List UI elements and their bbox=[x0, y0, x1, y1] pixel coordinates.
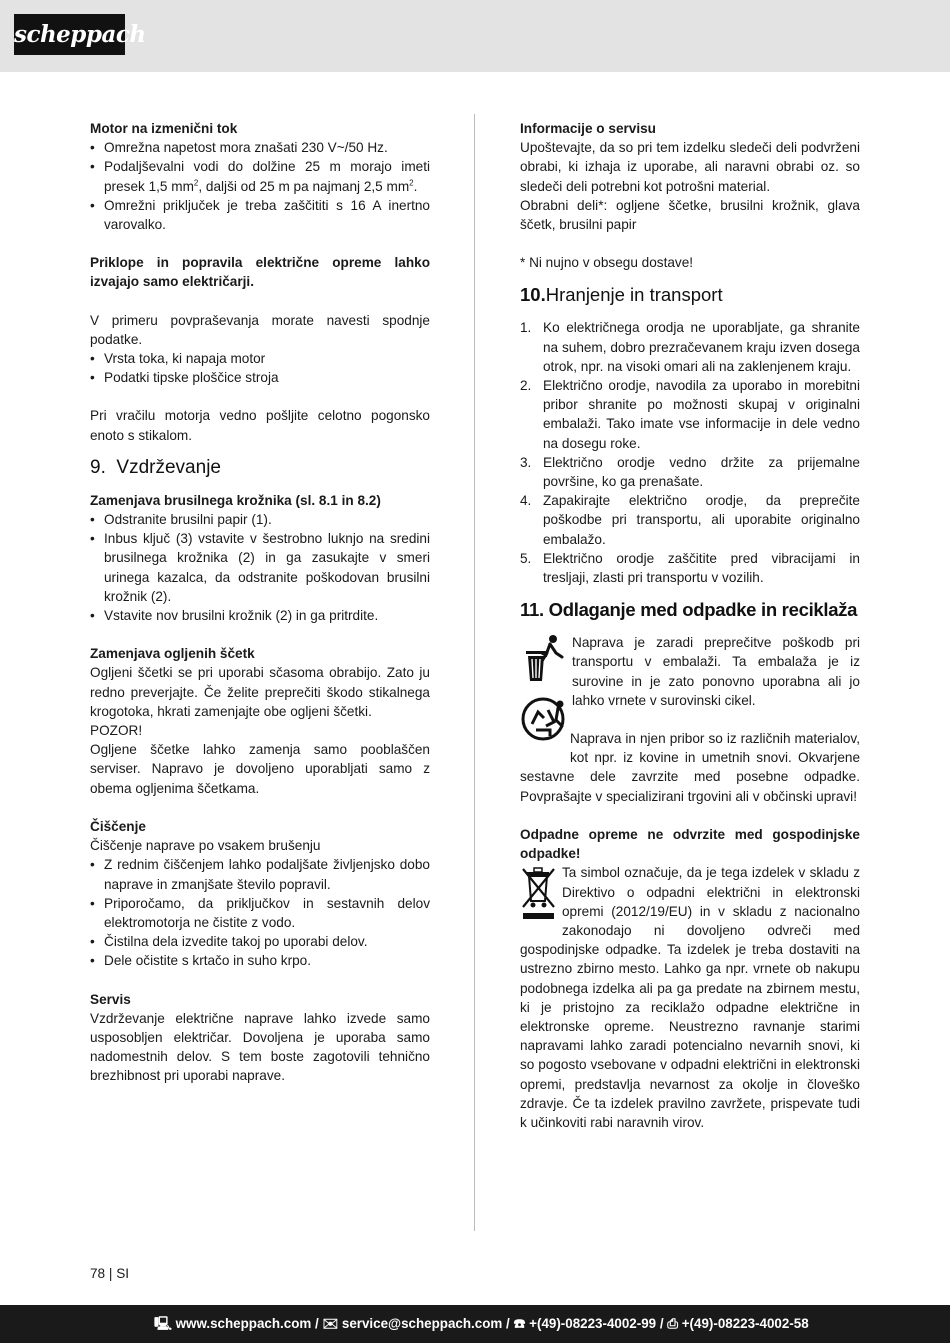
list-item: • Odstranite brusilni papir (1). bbox=[90, 510, 430, 529]
caution-label: POZOR! bbox=[90, 723, 143, 739]
brushes-text: Ogljeni ščetki se pri uporabi sčasoma obrabijo. Zato ju redno preverjajte. Če želite preprečiti škodo stikalnega krogotoka, hkrati zamenjajte obe ogljeni ščetki. bbox=[90, 665, 430, 719]
recycling-icons bbox=[520, 633, 570, 759]
inquiry-list bbox=[90, 349, 430, 387]
item-text: Električno orodje, navodila za uporabo in morebitni pribor shranite po možnosti skupaj v originalni embalaži. Tako imate vse informacije in dele vedno na dosegu roke. bbox=[543, 378, 860, 451]
section-number: 9. bbox=[90, 456, 106, 478]
item-number: 5. bbox=[520, 550, 532, 566]
packaging-text: Naprava je zaradi preprečitve poškodb pri transportu v embalaži. Ta embalaža je iz surovine in je zato ponovno uporabna ali jo lahko vrnete v surovinski cikel. bbox=[572, 635, 860, 708]
column-divider bbox=[474, 114, 475, 1231]
section-10-heading bbox=[520, 282, 860, 308]
section-title: Odlaganje med odpadke in reciklaža bbox=[548, 599, 858, 621]
footnote: * Ni nujno v obsegu dostave! bbox=[520, 255, 694, 271]
item-text: Električno orodje zaščitite pred vibracijami in tresljaji, zlasti pri transportu v vozilih. bbox=[543, 550, 860, 586]
inquiry-intro: V primeru povpraševanja morate navesti spodnje podatke. bbox=[90, 312, 430, 347]
page-number: 78 | SI bbox=[90, 1266, 130, 1281]
list-item: • Z rednim čiščenjem lahko podaljšate življenjsko dobo naprave in zmanjšate število popravil. bbox=[90, 855, 430, 893]
list-item bbox=[520, 376, 860, 453]
right-column bbox=[520, 119, 860, 1132]
storage-list bbox=[520, 318, 860, 587]
section-number: 11. bbox=[520, 599, 544, 621]
list-item bbox=[520, 491, 860, 549]
left-column bbox=[90, 119, 430, 1086]
list-item: • Vrsta toka, ki napaja motor bbox=[90, 349, 430, 368]
brushes-text-2: Ogljene ščetke lahko zamenja samo pooblaščen serviser. Napravo je dovoljeno uporabljati samo z obema ogljenima ščetkama. bbox=[90, 742, 430, 796]
recycling-block bbox=[520, 633, 860, 806]
crossed-bin-icon bbox=[520, 865, 558, 921]
mail-icon: ✉ bbox=[322, 1316, 339, 1331]
list-item: • Inbus ključ (3) vstavite v šestrobno luknjo na sredini brusilnega krožnika (2) in ga zasukajte v smeri urinega kazalca, da odstranite poškodovan brusilni krožnik (2). bbox=[90, 529, 430, 606]
brushes-title: Zamenjava ogljenih ščetk bbox=[90, 646, 255, 662]
item-number: 1. bbox=[520, 320, 532, 336]
fax-icon: ⎙ bbox=[667, 1316, 678, 1331]
motor-list bbox=[90, 138, 430, 234]
list-item bbox=[520, 318, 860, 376]
item-number: 4. bbox=[520, 493, 532, 509]
recycle-icon bbox=[520, 696, 570, 746]
service-text: Vzdrževanje električne naprave lahko izvede samo usposobljen električar. Dovoljena je uporaba samo nadomestnih delov. S tem boste zagotovili tehnično brezhibnost pri uporabi naprave. bbox=[90, 1010, 430, 1084]
weee-text: Ta simbol označuje, da je tega izdelek v skladu z Direktivo o odpadni električni in elektronski opremi (2012/19/EU) in v skladu z nacionalno zakonodajo ni dovoljeno odvreči med gospodinjske odpadke. Ta izdelek je treba dostaviti na ustrezno zbirno mesto. Lahko ga npr. vrnete ob nakupu podobnega izdelka ali pa ga predate na zbirnem mestu, ki je pristojno za reciklažo odpadne električne in elektronske opreme. Neustrezno ravnanje starimi napravami lahko zaradi potencialno nevarnih snovi, ki so pogosto vsebovane v odpadni električni in elektronski opremi, predstavlja nevarnost za okolje in človeško zdravje. Če ta izdelek pravilno zavržete, prispevate tudi k učinkoviti rabi naravnih virov. bbox=[520, 865, 860, 1130]
phone-number: +(49)-08223-4002-99 / bbox=[529, 1316, 664, 1331]
section-number: 10. bbox=[520, 284, 546, 306]
trash-bin-person-icon bbox=[520, 633, 570, 683]
wear-parts: Obrabni deli*: ogljene ščetke, brusilni krožnik, glava ščetk, brusilni papir bbox=[520, 197, 860, 233]
grinding-title: Zamenjava brusilnega krožnika (sl. 8.1 in 8.2) bbox=[90, 492, 381, 508]
list-item: • Podaljševalni vodi do dolžine 25 m morajo imeti presek 1,5 $mm^2$, daljši od 25 m pa najmanj 2,5 $mm^2$. bbox=[90, 157, 430, 195]
item-text: Električno orodje vedno držite za prijemalne površine, ko ga prenašate. bbox=[543, 454, 860, 490]
list-item: • Čistilna dela izvedite takoj po uporabi delov. bbox=[90, 932, 430, 951]
service-title: Servis bbox=[90, 991, 131, 1007]
section-11-heading bbox=[520, 597, 860, 623]
household-title: Odpadne opreme ne odvrzite med gospodinjske odpadke! bbox=[520, 826, 860, 862]
computer-icon: 🖳 bbox=[154, 1316, 172, 1331]
cleaning-list bbox=[90, 855, 430, 970]
weee-block bbox=[520, 863, 860, 1132]
info-title: Informacije o servisu bbox=[520, 121, 656, 136]
item-text: Zapakirajte električno orodje, da preprečite poškodbe pri transportu, ali uporabite originalno embalažo. bbox=[543, 493, 860, 547]
electrician-note: Priklope in popravila električne opreme lahko izvajajo samo električarji. bbox=[90, 255, 430, 290]
fax-number: +(49)-08223-4002-58 bbox=[681, 1316, 809, 1331]
list-item: • Priporočamo, da priključkov in sestavnih delov elektromotorja ne čistite z vodo. bbox=[90, 894, 430, 932]
list-item bbox=[520, 549, 860, 587]
list-item: • Dele očistite s krtačo in suho krpo. bbox=[90, 951, 430, 970]
section-9-heading bbox=[90, 455, 430, 481]
list-item bbox=[520, 453, 860, 491]
grinding-list bbox=[90, 510, 430, 625]
return-note: Pri vračilu motorja vedno pošljite celotno pogonsko enoto s stikalom. bbox=[90, 408, 430, 443]
item-number: 2. bbox=[520, 378, 532, 394]
info-text: Upoštevajte, da so pri tem izdelku sledeči deli podvrženi obrabi, ki izhaja iz uporabe, ali naravni obrabi oz. so sledeči deli potrebni kot potrošni material. bbox=[520, 140, 860, 194]
materials-text: Naprava in njen pribor so iz različnih materialov, kot npr. iz kovine in umetnih snovi. Okvarjene sestavne dele zavrzite med posebne odpadke. Povprašajte v specializirani trgovini ali v občinski upravi! bbox=[520, 731, 860, 804]
list-item: • Podatki tipske ploščice stroja bbox=[90, 368, 430, 387]
section-title: Vzdrževanje bbox=[116, 456, 221, 478]
header-bar bbox=[0, 0, 950, 72]
footer-contacts bbox=[154, 1305, 809, 1343]
list-item: • Vstavite nov brusilni krožnik (2) in ga pritrdite. bbox=[90, 606, 430, 625]
brand-logo: scheppach bbox=[14, 14, 125, 55]
motor-title: Motor na izmenični tok bbox=[90, 121, 238, 136]
cleaning-title: Čiščenje bbox=[90, 818, 146, 834]
email-link[interactable]: service@scheppach.com / bbox=[341, 1316, 510, 1331]
website-link[interactable]: www.scheppach.com / bbox=[175, 1316, 319, 1331]
list-item: • Omrežni priključek je treba zaščititi s 16 A inertno varovalko. bbox=[90, 196, 430, 234]
list-item: • Omrežna napetost mora znašati 230 V~/50 Hz. bbox=[90, 138, 430, 157]
item-text: Ko električnega orodja ne uporabljate, ga shranite na suhem, dobro prezračevanem kraju izven dosega otrok, npr. na visoki omari ali na zaklenjenem kraju. bbox=[543, 320, 860, 374]
item-number: 3. bbox=[520, 454, 532, 470]
footer-bar bbox=[0, 1305, 950, 1343]
phone-icon: ☎ bbox=[513, 1316, 526, 1331]
cleaning-intro: Čiščenje naprave po vsakem brušenju bbox=[90, 838, 321, 854]
section-title: Hranjenje in transport bbox=[545, 284, 723, 306]
